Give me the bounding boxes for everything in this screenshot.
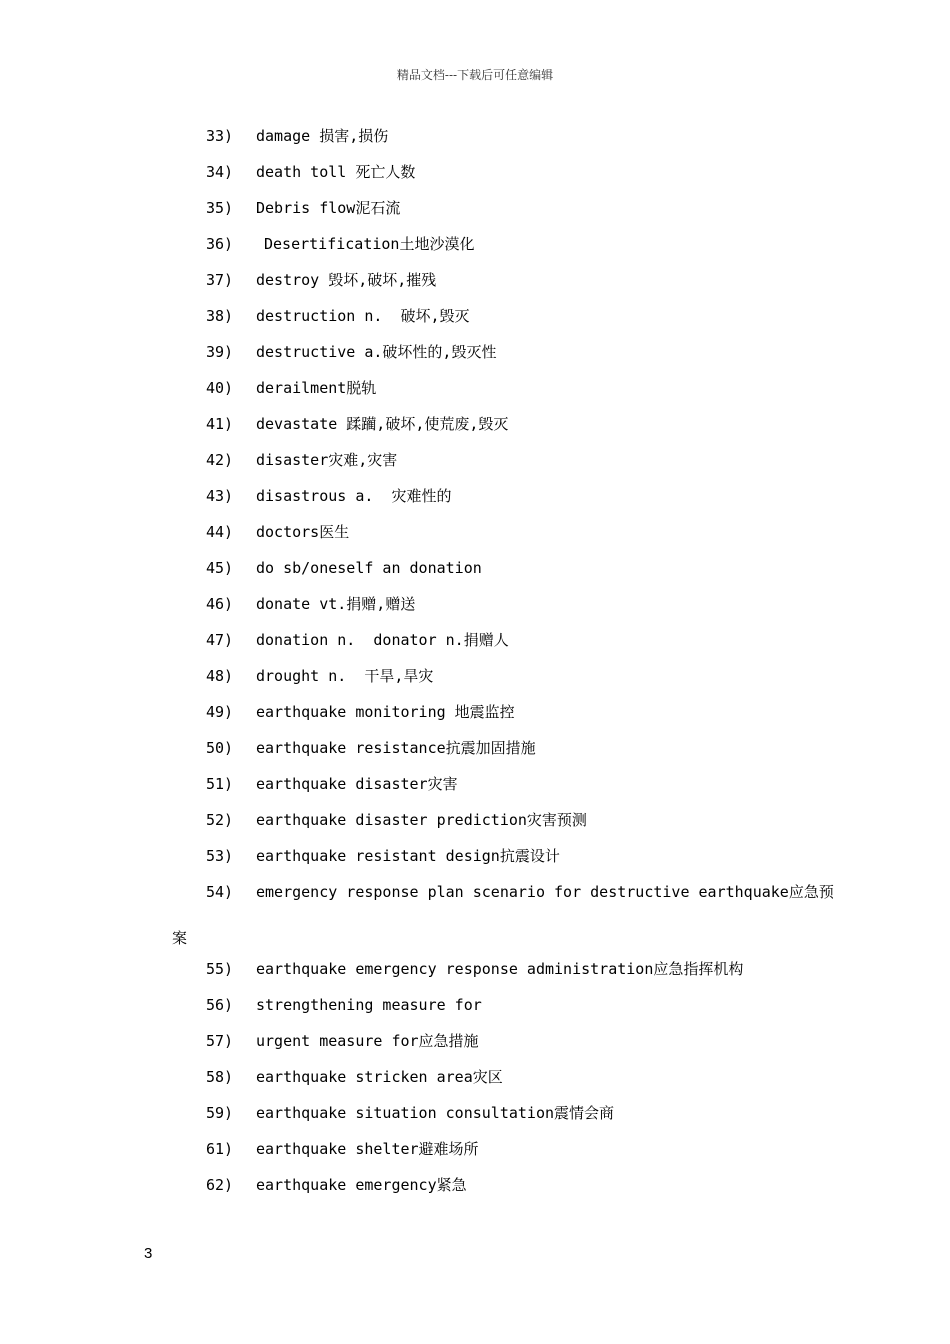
list-item [0,268,950,304]
list-item [0,880,950,957]
page-header: 精品文档---下载后可任意编辑 [396,68,554,82]
item-text: strengthening measure for [256,996,482,1014]
page-number: 3 [144,1245,153,1262]
item-text: earthquake resistance抗震加固措施 [256,739,536,757]
item-number: 54) [206,883,234,901]
item-number: 34) [206,163,234,181]
list-item [0,1173,950,1209]
item-number: 43) [206,487,234,505]
list-item [0,1029,950,1065]
item-text: derailment脱轨 [256,379,377,397]
item-text: earthquake shelter避难场所 [256,1140,479,1158]
item-text: doctors医生 [256,523,350,541]
item-text: earthquake stricken area灾区 [256,1068,503,1086]
list-item [0,772,950,808]
item-text: donate vt.捐赠,赠送 [256,595,416,613]
item-number: 55) [206,960,234,978]
list-item [0,628,950,664]
item-text: donation n. donator n.捐赠人 [256,631,509,649]
item-number: 42) [206,451,234,469]
list-item [0,484,950,520]
item-number: 59) [206,1104,234,1122]
item-number: 62) [206,1176,234,1194]
item-number: 49) [206,703,234,721]
item-text: emergency response plan scenario for destructive earthquake应急预 [256,883,834,901]
item-number: 47) [206,631,234,649]
list-item [0,196,950,232]
list-item [0,1101,950,1137]
list-item [0,736,950,772]
item-text-continuation: 案 [172,929,188,947]
item-text: disastrous a. 灾难性的 [256,487,452,505]
list-item [0,664,950,700]
list-item [0,957,950,993]
item-text: earthquake monitoring 地震监控 [256,703,515,721]
item-number: 36) [206,235,234,253]
item-text: earthquake emergency response administration应急指挥机构 [256,960,744,978]
item-number: 38) [206,307,234,325]
glossary-list [0,124,950,1209]
list-item [0,993,950,1029]
item-number: 44) [206,523,234,541]
list-item [0,700,950,736]
item-text: do sb/oneself an donation [256,559,482,577]
item-text: urgent measure for应急措施 [256,1032,479,1050]
list-item [0,412,950,448]
item-number: 51) [206,775,234,793]
item-text: Desertification土地沙漠化 [264,235,475,253]
item-text: destruction n. 破坏,毁灭 [256,307,470,325]
list-item [0,448,950,484]
list-item [0,1137,950,1173]
item-text: destroy 毁坏,破坏,摧残 [256,271,437,289]
item-text: earthquake resistant design抗震设计 [256,847,560,865]
item-number: 48) [206,667,234,685]
item-text: Debris flow泥石流 [256,199,401,217]
item-number: 57) [206,1032,234,1050]
item-number: 35) [206,199,234,217]
list-item [0,340,950,376]
item-text: death toll 死亡人数 [256,163,416,181]
item-number: 41) [206,415,234,433]
item-number: 52) [206,811,234,829]
list-item [0,232,950,268]
list-item [0,304,950,340]
list-item [0,844,950,880]
item-text: earthquake emergency紧急 [256,1176,467,1194]
list-item [0,808,950,844]
list-item [0,1065,950,1101]
item-number: 33) [206,127,234,145]
list-item [0,160,950,196]
item-text: destructive a.破坏性的,毁灭性 [256,343,497,361]
item-number: 50) [206,739,234,757]
list-item [0,376,950,412]
item-number: 39) [206,343,234,361]
item-number: 45) [206,559,234,577]
item-text: drought n. 干旱,旱灾 [256,667,434,685]
item-number: 37) [206,271,234,289]
list-item [0,556,950,592]
item-number: 40) [206,379,234,397]
item-number: 56) [206,996,234,1014]
item-text: damage 损害,损伤 [256,127,389,145]
item-text: disaster灾难,灾害 [256,451,398,469]
item-number: 58) [206,1068,234,1086]
list-item [0,520,950,556]
item-number: 46) [206,595,234,613]
list-item [0,124,950,160]
item-number: 53) [206,847,234,865]
item-text: earthquake disaster prediction灾害预测 [256,811,587,829]
item-number: 61) [206,1140,234,1158]
item-text: earthquake situation consultation震情会商 [256,1104,615,1122]
item-text: devastate 蹂躏,破坏,使荒废,毁灭 [256,415,509,433]
item-text: earthquake disaster灾害 [256,775,458,793]
list-item [0,592,950,628]
